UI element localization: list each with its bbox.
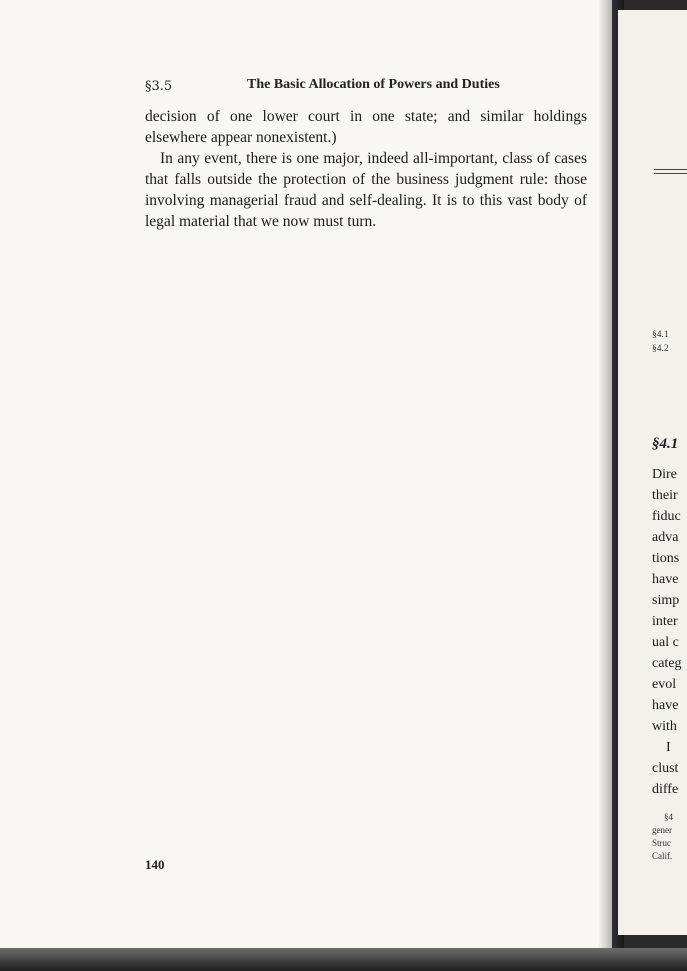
text-fragment: fiduc xyxy=(652,509,681,524)
text-fragment: Dire xyxy=(652,467,677,482)
body-text xyxy=(145,106,587,232)
rule-line xyxy=(654,173,687,174)
running-head xyxy=(145,77,585,99)
text-fragment: adva xyxy=(652,530,679,545)
footnote-fragment: Struc xyxy=(652,838,671,848)
toc-entry: §4.2 xyxy=(652,344,669,354)
footnote-fragment: gener xyxy=(652,825,672,835)
text-fragment: simp xyxy=(652,593,680,608)
paragraph: decision of one lower court in one state; and similar holdings elsewhere appear nonexistent.) xyxy=(145,108,587,146)
running-head-title: The Basic Allocation of Powers and Duties xyxy=(247,77,500,92)
running-head-section: §3.5 xyxy=(145,79,173,94)
toc-entry: §4.1 xyxy=(652,330,669,340)
text-fragment: evol xyxy=(652,677,677,692)
right-page xyxy=(618,10,687,935)
section-heading: §4.1 xyxy=(652,436,679,452)
footnote-fragment: Calif. xyxy=(652,851,673,861)
text-fragment: diffe xyxy=(652,782,679,797)
paragraph: In any event, there is one major, indeed all-important, class of cases that falls outside the protection of the business judgment rule: those involving managerial fraud and self-dealing. It is to this vast body of legal material that we now must turn. xyxy=(145,150,587,230)
text-fragment: I xyxy=(666,740,671,755)
text-fragment: categ xyxy=(652,656,682,671)
text-fragment: their xyxy=(652,488,678,503)
text-fragment: tions xyxy=(652,551,680,566)
book-bottom-edge xyxy=(0,948,687,971)
text-fragment: clust xyxy=(652,761,679,776)
text-fragment: have xyxy=(652,572,679,587)
text-fragment: inter xyxy=(652,614,678,629)
page-number: 140 xyxy=(145,857,165,872)
text-fragment: ual c xyxy=(652,635,679,650)
text-fragment: have xyxy=(652,698,679,713)
rule-line xyxy=(654,169,687,170)
footnote-fragment: §4 xyxy=(664,812,673,822)
text-fragment: with xyxy=(652,719,677,734)
